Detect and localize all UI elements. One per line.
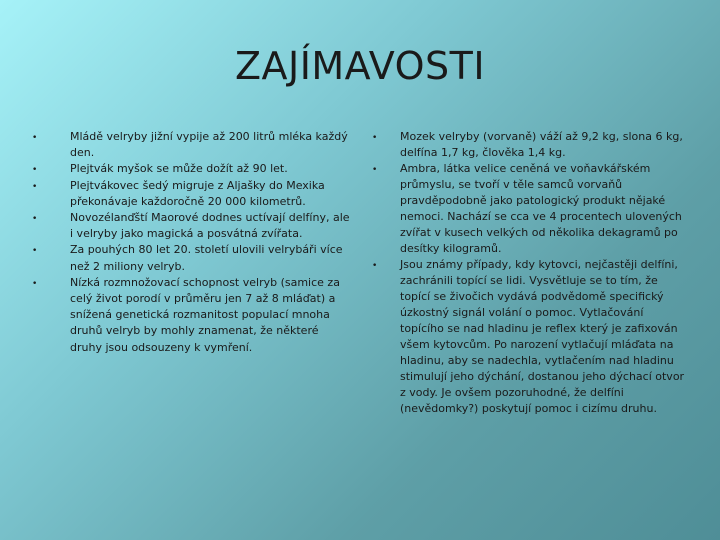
bullet-dot-icon: • <box>32 133 38 143</box>
bullet-item <box>26 210 350 242</box>
bullet-item <box>26 161 350 177</box>
bullet-item <box>366 161 686 257</box>
bullet-text: Za pouhých 80 let 20. století ulovili velrybáři více než 2 miliony velryb. <box>70 243 343 273</box>
bullet-text: Plejtvákovec šedý migruje z Aljašky do Mexika překonávaje každoročně 20 000 kilometrů. <box>70 178 325 208</box>
bullet-dot-icon: • <box>372 133 378 143</box>
bullet-dot-icon: • <box>32 165 38 176</box>
bullet-dot-icon: • <box>372 165 378 175</box>
bullet-dot-icon: • <box>32 278 38 289</box>
bullet-item <box>26 178 350 210</box>
bullet-text: Plejtvák myšok se může dožít až 90 let. <box>70 162 288 176</box>
left-bullet-list <box>26 129 350 356</box>
bullet-dot-icon: • <box>32 181 38 192</box>
bullet-dot-icon: • <box>32 246 38 257</box>
bullet-item <box>366 129 686 161</box>
bullet-text: Ambra, látka velice ceněná ve voňavkářském průmyslu, se tvoří v těle samců vorvaňů pravděpodobně jako patologický produkt nějaké nemoci. Nachází se cca ve 4 procentech ulovených zvířat v kusech velkých od několika dekagramů po desítky kilogramů. <box>400 162 682 255</box>
right-bullet-list <box>366 129 686 417</box>
slide-title: ZAJÍMAVOSTI <box>234 44 486 88</box>
bullet-item <box>26 275 350 356</box>
bullet-dot-icon: • <box>372 261 378 271</box>
bullet-text: Mládě velryby jižní vypije až 200 litrů mléka každý den. <box>70 130 348 160</box>
bullet-text: Jsou známy případy, kdy kytovci, nejčastěji delfíni, zachránili topící se lidi. Vysvětluje se to tím, že topící se živočich vydává podvědomě specifický úzkostný signál volání o pomoc. Vytlačování topícího se nad hladinu je reflex který je zafixován všem kytovcům. Po narození vytlačují mláďata na hladinu, aby se nadechla, vytlačením nad hladinu stimulují jeho dýchání, dostanou jeho dýchací otvor z vody. Je ovšem pozoruhodné, že delfíni (nevědomky?) poskytují pomoc i cizímu druhu. <box>400 258 685 415</box>
bullet-text: Mozek velryby (vorvaně) váží až 9,2 kg, slona 6 kg, delfína 1,7 kg, člověka 1,4 kg. <box>400 130 683 159</box>
bullet-item <box>366 257 686 417</box>
bullet-item <box>26 242 350 274</box>
bullet-item <box>26 129 350 161</box>
bullet-dot-icon: • <box>32 214 38 225</box>
bullet-text: Novozélanďští Maorové dodnes uctívají delfíny, ale i velryby jako magická a posvátná zvířata. <box>70 211 350 241</box>
bullet-text: Nízká rozmnožovací schopnost velryb (samice za celý život porodí v průměru jen 7 až 8 mláďat) a snížená genetická rozmanitost populací mnoha druhů velryb by mohly znamenat, že některé druhy jsou odsouzeny k vymření. <box>70 275 340 354</box>
